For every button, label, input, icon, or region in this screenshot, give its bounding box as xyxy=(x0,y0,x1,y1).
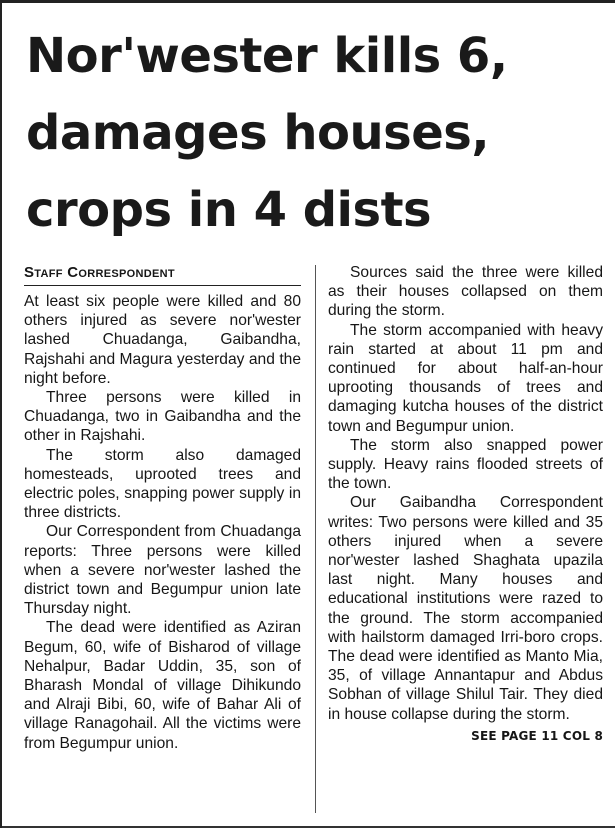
article-paragraph: At least six people were killed and 80 others injured as severe nor'wester lashed Chuadanga, Gaibandha, Rajshahi and Magura yesterday and the night before. xyxy=(24,293,301,387)
article-paragraph: Our Correspondent from Chuadanga reports: Three persons were killed when a severe nor'wester lashed the district town and Begumpur union late Thursday night. xyxy=(24,523,301,618)
byline xyxy=(24,263,301,286)
headline-line: damages houses, xyxy=(26,105,490,161)
article-paragraph: Our Gaibandha Correspondent writes: Two persons were killed and 35 others injured when a severe nor'wester lashed Shaghata upazila last night. Many houses and educational institutions were razed to the ground. The storm accompanied with hailstorm damaged Irri-boro crops. The dead were identified as Manto Mia, 35, of village Annantapur and Abdus Sobhan of village Shilul Tair. They died in house collapse during the storm. xyxy=(328,494,603,723)
article-paragraph: The dead were identified as Aziran Begum, 60, wife of Bisharod of village Nehalpur, Badar Uddin, 35, son of Bharash Mondal of village Dihikundo and Alraji Bibi, 60, wife of Bahar Ali of village Ranagohail. All the victims were from Begumpur union. xyxy=(24,619,301,752)
headline-line: Nor'wester kills 6, xyxy=(26,28,508,84)
article-paragraph: The storm also damaged homesteads, uprooted trees and electric poles, snapping power supply in three districts. xyxy=(24,446,301,522)
article-paragraph: Sources said the three were killed as their houses collapsed on them during the storm. xyxy=(328,264,603,320)
left-column xyxy=(24,263,301,753)
continuation-note: SEE PAGE 11 COL 8 xyxy=(471,728,603,743)
article-paragraph: The storm accompanied with heavy rain started at about 11 pm and continued for about half-an-hour uprooting thousands of trees and damaging kutcha houses of the district town and Begumpur union. xyxy=(328,321,603,435)
byline-text: Staff Correspondent xyxy=(24,264,175,281)
top-rule xyxy=(2,0,615,3)
headline xyxy=(26,18,611,249)
article-paragraph: The storm also snapped power supply. Heavy rains flooded streets of the town. xyxy=(328,436,603,493)
article-paragraph: Three persons were killed in Chuadanga, two in Gaibandha and the other in Rajshahi. xyxy=(24,389,301,445)
right-column xyxy=(328,263,603,745)
column-divider xyxy=(315,265,316,813)
headline-line: crops in 4 dists xyxy=(26,182,432,238)
